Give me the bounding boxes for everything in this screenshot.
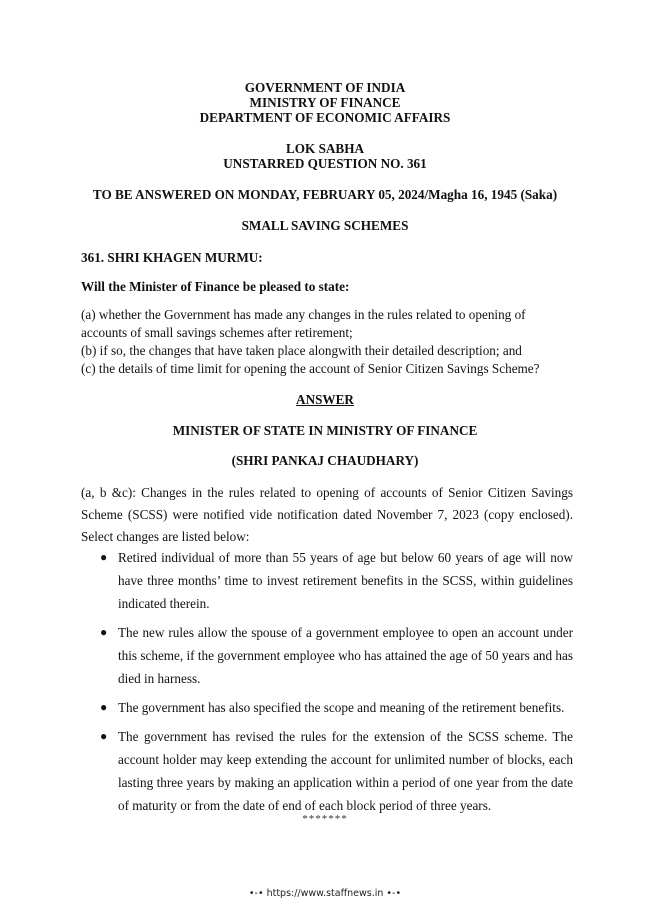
question-number: UNSTARRED QUESTION NO. 361 <box>223 156 427 171</box>
minister-name: (SHRI PANKAJ CHAUDHARY) <box>231 453 419 468</box>
answer-bullet-item <box>81 725 573 817</box>
minister-title: MINISTER OF STATE IN MINISTRY OF FINANCE <box>172 423 478 438</box>
bullet-icon: ● <box>100 550 108 564</box>
bullet-text: The government has revised the rules for the extension of the SCSS scheme. The account holder may keep extending the account for unlimited number of blocks, each lasting three years by making an application within a period of one year from the date of maturity or from the date of end of each block period of three years. <box>118 729 573 813</box>
house-name: LOK SABHA <box>285 141 365 156</box>
question-item-c: (c) the details of time limit for opening the account of Senior Citizen Savings Scheme? <box>81 361 540 376</box>
answer-bullet-item <box>81 546 573 615</box>
answer-date: TO BE ANSWERED ON MONDAY, FEBRUARY 05, 2024/Magha 16, 1945 (Saka) <box>92 187 558 202</box>
question-item-a: (a) whether the Government has made any changes in the rules related to opening of accounts of small savings schemes after retirement; <box>81 307 526 340</box>
bullet-icon: ● <box>100 625 108 639</box>
answer-heading: ANSWER <box>296 392 354 407</box>
bullet-text: The government has also specified the scope and meaning of the retirement benefits. <box>118 700 565 715</box>
bullet-icon: ● <box>100 729 108 743</box>
header-department: DEPARTMENT OF ECONOMIC AFFAIRS <box>199 110 451 125</box>
header-ministry: MINISTRY OF FINANCE <box>249 95 401 110</box>
answer-bullet-item <box>81 621 573 690</box>
subject-title: SMALL SAVING SCHEMES <box>241 218 409 233</box>
answer-intro: (a, b &c): Changes in the rules related to opening of accounts of Senior Citizen Savings Scheme (SCSS) were notified vide notification dated November 7, 2023 (copy enclosed). Select changes are listed below: <box>81 485 573 544</box>
question-intro: Will the Minister of Finance be pleased to state: <box>81 279 350 294</box>
questions-list <box>81 306 573 378</box>
header-government: GOVERNMENT OF INDIA <box>244 80 406 95</box>
end-marker: ******* <box>302 813 348 825</box>
answer-bullet-list <box>81 546 573 823</box>
bullet-text: Retired individual of more than 55 years of age but below 60 years of age will now have three months’ time to invest retirement benefits in the SCSS, within guidelines indicated therein. <box>118 550 573 611</box>
bullet-icon: ● <box>100 700 108 714</box>
question-item-b: (b) if so, the changes that have taken place alongwith their detailed description; and <box>81 343 522 358</box>
member-name: 361. SHRI KHAGEN MURMU: <box>81 250 263 265</box>
answer-bullet-item <box>81 696 573 719</box>
footer-website-link[interactable]: •-• https://www.staffnews.in •-• <box>248 888 402 899</box>
bullet-text: The new rules allow the spouse of a government employee to open an account under this scheme, if the government employee who has attained the age of 50 years and has died in harness. <box>118 625 573 686</box>
